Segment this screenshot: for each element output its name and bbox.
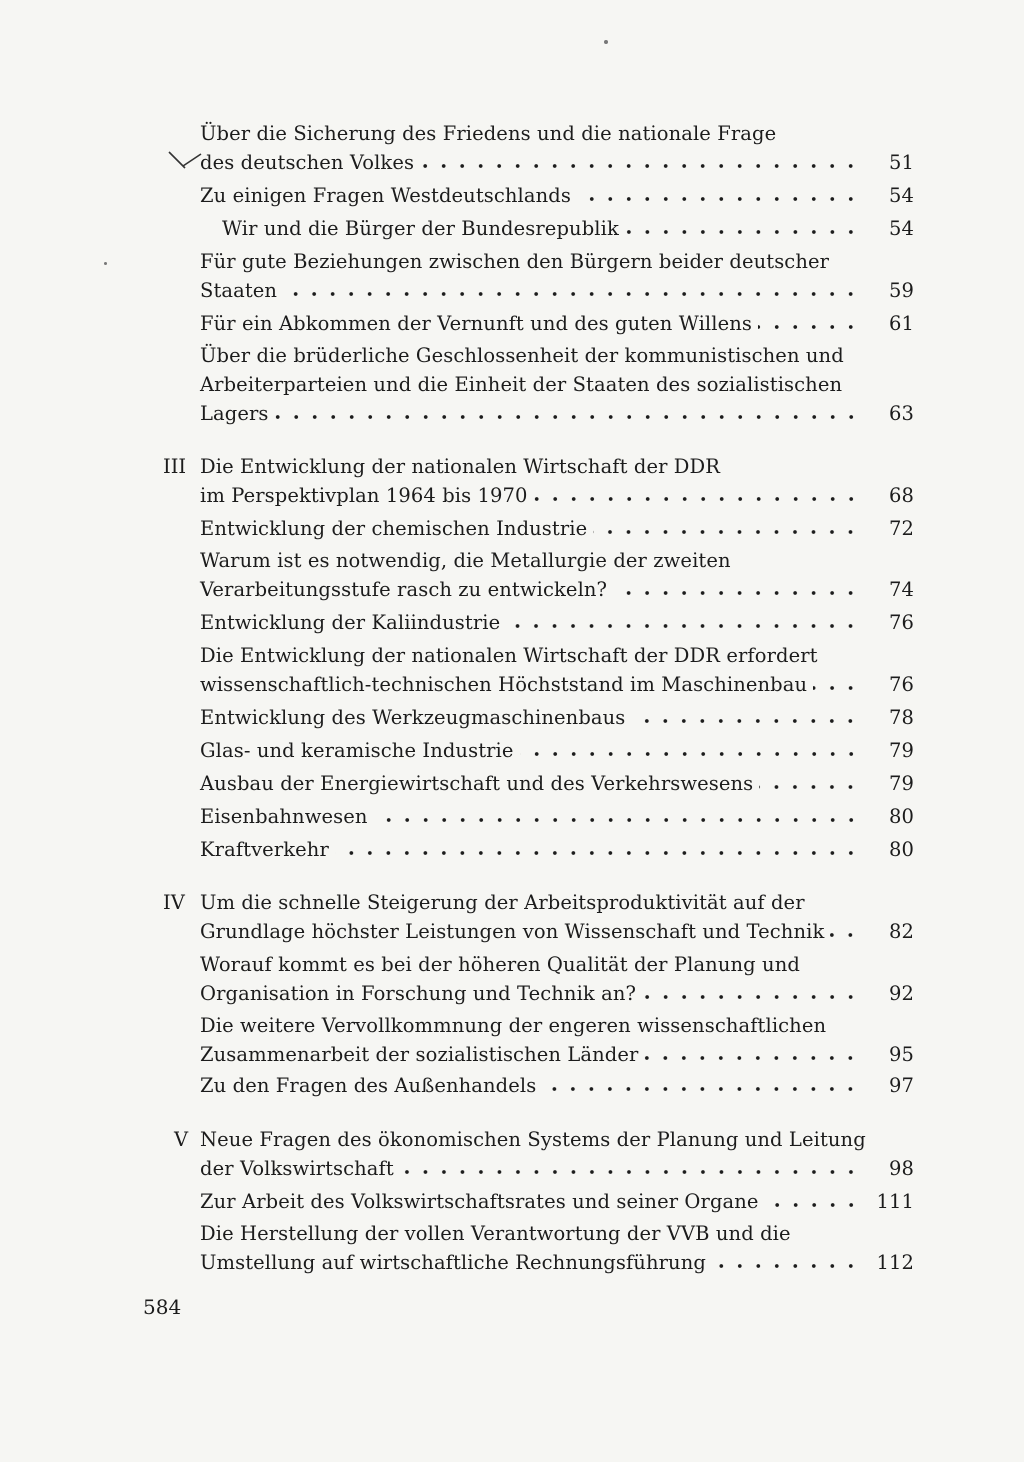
dot-leader [765,1200,860,1210]
dot-leader [283,289,860,299]
entry-page-number: 61 [888,312,914,335]
entry-page-number: 76 [888,673,914,696]
dot-leader [520,749,860,759]
entry-title-line: Zusammenarbeit der sozialistischen Länder [200,1043,639,1066]
entry-page-number: 98 [888,1157,914,1180]
dot-leader [506,621,860,631]
dot-leader [335,848,860,858]
entry-page-number: 79 [888,772,914,795]
entry-page-number: 111 [876,1190,914,1213]
paper-speck [104,262,107,265]
toc-entry-abkommen-der-vernunft[interactable] [200,309,914,338]
entry-title-line: Die Entwicklung der nationalen Wirtschaft der DDR erfordert [200,644,818,667]
entry-page-number: 79 [888,739,914,762]
entry-title-line: Über die Sicherung des Friedens und die nationale Frage [200,122,777,145]
dot-leader [577,194,860,204]
toc-entry-kraftverkehr[interactable] [200,835,914,864]
section-number-iv: IV [163,891,185,914]
toc-entry-nationale-wirtschaft[interactable] [200,452,914,510]
toc-entry-maschinenbau[interactable] [200,641,914,699]
toc-entry-sicherung-des-friedens[interactable] [200,119,914,177]
entry-page-number: 76 [888,611,914,634]
toc-entry-aussenhandel[interactable] [200,1071,914,1100]
dot-leader [542,1084,860,1094]
toc-entry-werkzeugmaschinenbau[interactable] [200,703,914,732]
toc-entry-glas-keramik[interactable] [200,736,914,765]
section-number-iii: III [163,455,187,478]
entry-title-line: Entwicklung der chemischen Industrie [200,517,588,540]
entry-title-line: Für ein Abkommen der Vernunft und des guten Willens [200,312,752,335]
toc-entry-bruederliche-geschlossenheit[interactable] [200,341,914,428]
entry-title-line: Eisenbahnwesen [200,805,368,828]
dot-leader [625,227,860,237]
toc-entry-volkswirtschaftsrat[interactable] [200,1187,914,1216]
toc-entry-kaliindustrie[interactable] [200,608,914,637]
dot-leader [275,412,860,422]
entry-title-line: Wir und die Bürger der Bundesrepublik [222,217,619,240]
dot-leader [712,1261,860,1271]
entry-title-line: Staaten [200,279,278,302]
paper-speck [604,40,608,44]
entry-page-number: 95 [888,1043,914,1066]
entry-title-line: Die Entwicklung der nationalen Wirtschaft der DDR [200,455,721,478]
dot-leader [420,161,860,171]
entry-title-line: Neue Fragen des ökonomischen Systems der Planung und Leitung [200,1128,866,1151]
entry-title-line: Verarbeitungsstufe rasch zu entwickeln? [200,578,608,601]
entry-title-line: Organisation in Forschung und Technik an? [200,982,637,1005]
entry-page-number: 54 [888,217,914,240]
entry-title-line: Grundlage höchster Leistungen von Wissenschaft und Technik [200,920,825,943]
entry-page-number: 80 [888,838,914,861]
entry-page-number: 112 [876,1251,914,1274]
entry-title-line: Worauf kommt es bei der höheren Qualität der Planung und [200,953,800,976]
entry-title-line: Warum ist es notwendig, die Metallurgie der zweiten [200,549,731,572]
toc-entry-oekonomisches-system[interactable] [200,1125,914,1183]
entry-title-line: Umstellung auf wirtschaftliche Rechnungsführung [200,1251,706,1274]
entry-title-line: Ausbau der Energiewirtschaft und des Verkehrswesens [200,772,754,795]
entry-page-number: 51 [888,151,914,174]
entry-page-number: 92 [888,982,914,1005]
entry-page-number: 74 [888,578,914,601]
dot-leader [830,930,860,940]
dot-leader [642,992,860,1002]
entry-title-line: Arbeiterparteien und die Einheit der Staaten des sozialistischen [200,373,843,396]
entry-title-line: im Perspektivplan 1964 bis 1970 [200,484,528,507]
toc-entry-arbeitsproduktivitaet[interactable] [200,888,914,946]
entry-page-number: 78 [888,706,914,729]
toc-entry-gute-beziehungen[interactable] [200,247,914,305]
entry-title-line: der Volkswirtschaft [200,1157,394,1180]
entry-title-line: Um die schnelle Steigerung der Arbeitsproduktivität auf der [200,891,805,914]
entry-page-number: 59 [888,279,914,302]
entry-title-line: Zu einigen Fragen Westdeutschlands [200,184,571,207]
entry-page-number: 72 [888,517,914,540]
toc-entry-fragen-westdeutschlands[interactable] [200,181,914,210]
dot-leader [400,1167,860,1177]
entry-title-line: wissenschaftlich-technischen Höchststand im Maschinenbau [200,673,808,696]
toc-entry-energiewirtschaft[interactable] [200,769,914,798]
dot-leader [374,815,860,825]
check-mark-icon [167,146,203,176]
entry-page-number: 82 [888,920,914,943]
entry-page-number: 97 [888,1074,914,1097]
entry-title-line: Entwicklung der Kaliindustrie [200,611,501,634]
entry-title-line: Entwicklung des Werkzeugmaschinenbaus [200,706,626,729]
entry-title-line: Glas- und keramische Industrie [200,739,514,762]
entry-title-line: Für gute Beziehungen zwischen den Bürgern beider deutscher [200,250,830,273]
entry-page-number: 68 [888,484,914,507]
toc-entry-chemische-industrie[interactable] [200,514,914,543]
entry-page-number: 54 [888,184,914,207]
toc-entry-eisenbahnwesen[interactable] [200,802,914,831]
dot-leader [593,527,860,537]
entry-title-line: Zu den Fragen des Außenhandels [200,1074,537,1097]
dot-leader [758,322,860,332]
dot-leader [644,1053,860,1063]
dot-leader [631,716,860,726]
entry-title-line: Kraftverkehr [200,838,329,861]
toc-entry-metallurgie[interactable] [200,546,914,604]
toc-entry-qualitaet-der-planung[interactable] [200,950,914,1008]
entry-title-line: des deutschen Volkes [200,151,415,174]
toc-entry-wissenschaftliche-zusammenarbeit[interactable] [200,1011,914,1069]
entry-title-line: Die Herstellung der vollen Verantwortung der VVB und die [200,1222,791,1245]
entry-title-line: Lagers [200,402,269,425]
dot-leader [613,588,860,598]
toc-entry-verantwortung-der-vvb[interactable] [200,1219,914,1277]
dot-leader [813,683,860,693]
entry-page-number: 63 [888,402,914,425]
entry-title-line: Die weitere Vervollkommnung der engeren wissenschaftlichen [200,1014,827,1037]
entry-title-line: Zur Arbeit des Volkswirtschaftsrates und seiner Organe [200,1190,759,1213]
entry-title-line: Über die brüderliche Geschlossenheit der kommunistischen und [200,344,844,367]
entry-page-number: 80 [888,805,914,828]
dot-leader [534,494,860,504]
section-number-v: V [174,1128,189,1151]
page-folio-number: 584 [143,1295,182,1319]
toc-entry-buerger-der-bundesrepublik[interactable] [222,214,914,243]
dot-leader [759,782,860,792]
